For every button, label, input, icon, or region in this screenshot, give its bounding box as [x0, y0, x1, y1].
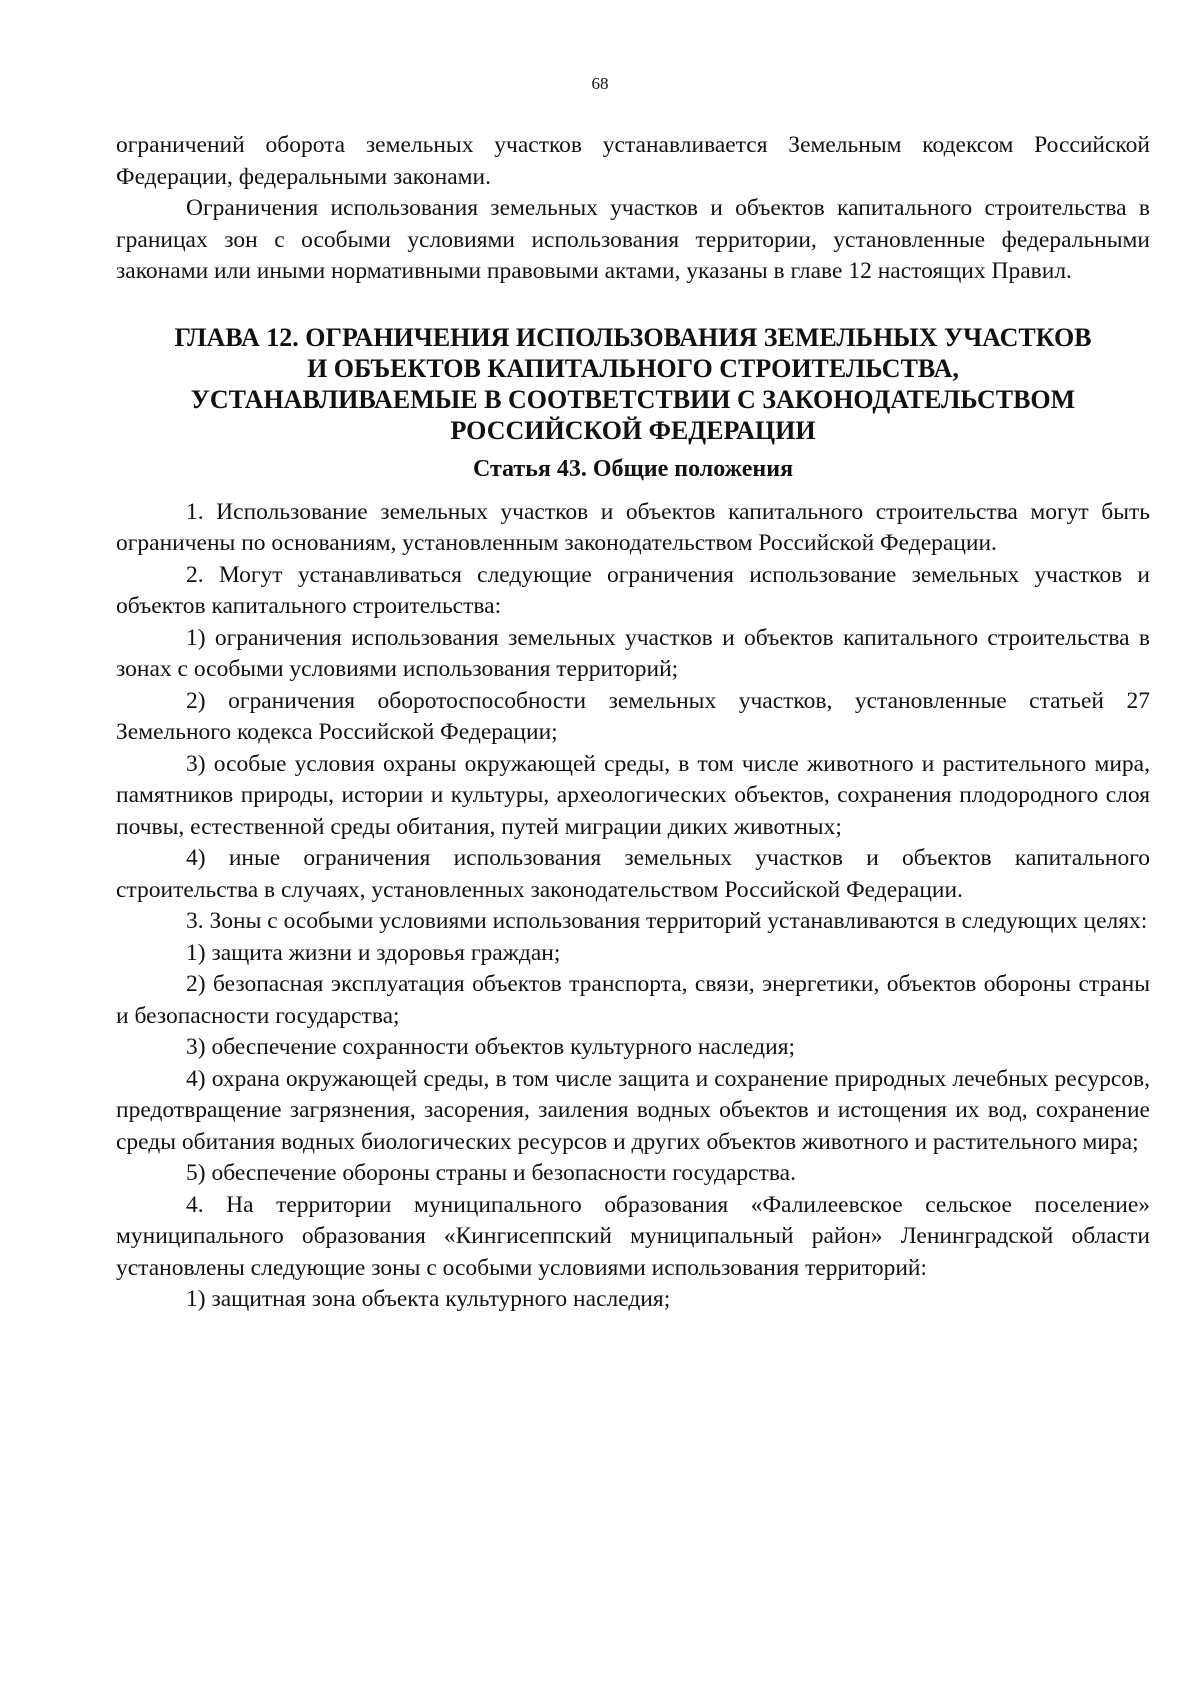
chapter-heading-line-3: УСТАНАВЛИВАЕМЫЕ В СООТВЕТСТВИИ С ЗАКОНОДАТЕЛЬСТВОМ — [190, 384, 1076, 414]
chapter-heading-line-2: И ОБЪЕКТОВ КАПИТАЛЬНОГО СТРОИТЕЛЬСТВА, — [307, 353, 959, 383]
article-list-item: 2) ограничения оборотоспособности земельных участков, установленные статьей 27 Земельного кодекса Российской Федерации; — [116, 687, 1150, 745]
chapter-heading — [116, 322, 1150, 446]
article-list-item: 2) безопасная эксплуатация объектов транспорта, связи, энергетики, объектов обороны страны и безопасности государства; — [116, 971, 1150, 1029]
chapter-heading-line-4: РОССИЙСКОЙ ФЕДЕРАЦИИ — [450, 415, 816, 445]
article-paragraph: 1. Использование земельных участков и объектов капитального строительства могут быть ограничены по основаниям, установленным законодательством Российской Федерации. — [116, 498, 1150, 556]
article-list-item: 4) иные ограничения использования земельных участков и объектов капитального строительства в случаях, установленных законодательством Российской Федерации. — [116, 845, 1150, 903]
page-number: 68 — [591, 74, 609, 93]
article-list-item: 3) обеспечение сохранности объектов культурного наследия; — [186, 1034, 796, 1060]
article-list-item: 5) обеспечение обороны страны и безопасности государства. — [186, 1160, 796, 1186]
article-paragraph: 2. Могут устанавливаться следующие ограничения использование земельных участков и объектов капитального строительства: — [116, 561, 1150, 619]
article-list-item: 3) особые условия охраны окружающей среды, в том числе животного и растительного мира, памятников природы, истории и культуры, археологических объектов, сохранения плодородного слоя почвы, естественной среды обитания, путей миграции диких животных; — [116, 750, 1150, 840]
article-paragraph: 3. Зоны с особыми условиями использования территорий устанавливаются в следующих целях: — [186, 908, 1148, 934]
intro-paragraph-1: ограничений оборота земельных участков устанавливается Земельным кодексом Российской Федерации, федеральными законами. — [116, 132, 1150, 190]
article-title: Статья 43. Общие положения — [472, 455, 794, 482]
article-list-item: 1) ограничения использования земельных участков и объектов капитального строительства в зонах с особыми условиями использования территорий; — [116, 624, 1150, 682]
article-list-item: 1) защитная зона объекта культурного наследия; — [186, 1286, 671, 1312]
article-paragraph: 4. На территории муниципального образования «Фалилеевское сельское поселение» муниципального образования «Кингисеппский муниципальный район» Ленинградской области установлены следующие зоны с особыми условиями использования территорий: — [116, 1191, 1150, 1281]
chapter-heading-line-1: ГЛАВА 12. ОГРАНИЧЕНИЯ ИСПОЛЬЗОВАНИЯ ЗЕМЕЛЬНЫХ УЧАСТКОВ — [174, 322, 1092, 352]
intro-paragraph-2: Ограничения использования земельных участков и объектов капитального строительства в границах зон с особыми условиями использования территории, установленные федеральными законами или иными нормативными правовыми актами, указаны в главе 12 настоящих Правил. — [116, 195, 1150, 284]
page-content — [116, 130, 1150, 1316]
article-list-item: 1) защита жизни и здоровья граждан; — [186, 939, 561, 966]
article-list-item: 4) охрана окружающей среды, в том числе защита и сохранение природных лечебных ресурсов, предотвращение загрязнения, засорения, заиления водных объектов и истощения их вод, сохранение среды обитания водных биологических ресурсов и других объектов животного и растительного мира; — [116, 1065, 1150, 1155]
